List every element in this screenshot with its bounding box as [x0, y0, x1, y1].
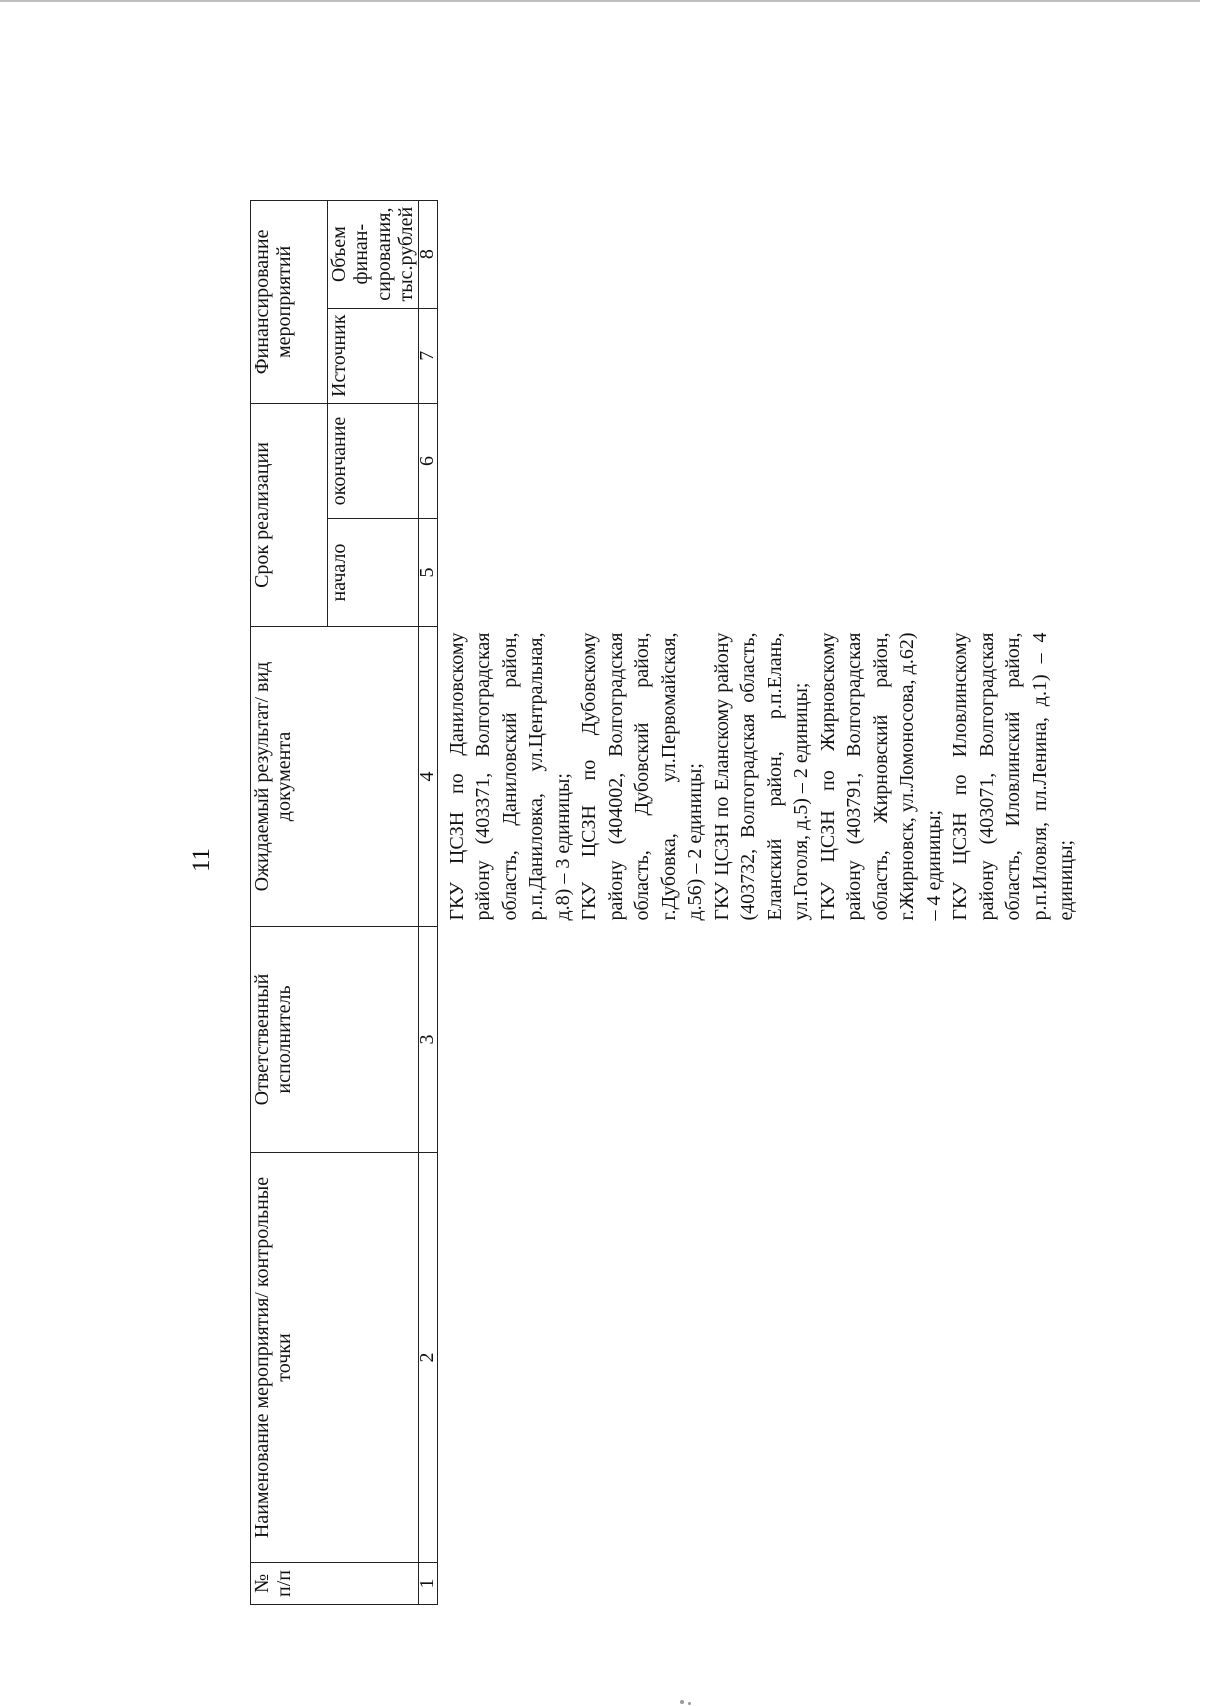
column-number: 6	[418, 404, 437, 519]
header-num: № п/п	[251, 1563, 419, 1605]
result-entry: ГКУ ЦСЗН по Еланскому району (403732, Волгоградская область, Еланский район, р.п.Елань, ул.Гоголя, д.5) – 2 единицы;	[710, 632, 813, 921]
rotated-page	[80, 85, 1220, 1685]
column-number: 7	[418, 308, 437, 403]
row-finance-source-cell	[437, 308, 1204, 403]
header-finance-source: Источник	[328, 308, 419, 403]
scan-edge-line	[0, 0, 1200, 2]
column-number: 8	[418, 200, 437, 308]
scan-artifact	[680, 1700, 684, 1704]
row-activity-cell	[437, 1153, 1204, 1563]
column-number: 5	[418, 519, 437, 627]
row-finance-volume-cell	[437, 200, 1204, 308]
header-term-start: начало	[328, 519, 419, 627]
result-entry: ГКУ ЦСЗН по Даниловскому району (403371, Волгоградская область, Даниловский район, р.п.Даниловка, ул.Центральная, д.8) – 3 единицы;	[445, 632, 574, 921]
header-finance-volume: Объем финан-сирования, тыс.рублей	[328, 200, 419, 308]
row-term-start-cell	[437, 519, 1204, 627]
scan-artifact	[688, 1702, 691, 1705]
page-number: 11	[188, 847, 215, 873]
header-executor: Ответственный исполнитель	[251, 927, 419, 1153]
header-term-end: окончание	[328, 404, 419, 519]
header-expected-result: Ожидаемый результат/ вид документа	[251, 627, 419, 927]
row-num-cell	[437, 1563, 1204, 1605]
header-term: Срок реализации	[251, 404, 328, 627]
column-number: 1	[418, 1563, 437, 1605]
result-entry: ГКУ ЦСЗН по Иловлинскому району (403071, Волгоградская область, Иловлинский район, р.п.Иловля, пл.Ленина, д.1) – 4 единицы;	[949, 632, 1078, 921]
plan-table	[250, 200, 1204, 1605]
column-number: 3	[418, 927, 437, 1153]
row-term-end-cell	[437, 404, 1204, 519]
row-executor-cell	[437, 927, 1204, 1153]
column-number: 2	[418, 1153, 437, 1563]
header-finance: Финансирование мероприятий	[251, 200, 328, 403]
row-expected-result-cell	[437, 627, 1204, 927]
column-number: 4	[418, 627, 437, 927]
result-entry: ГКУ ЦСЗН по Жирновскому району (403791, Волгоградская область, Жирновский район, г.Жирновск, ул.Ломоносова, д.62) – 4 единицы;	[816, 632, 945, 921]
header-activity: Наименование мероприятия/ контрольные точки	[251, 1153, 419, 1563]
result-entry: ГКУ ЦСЗН по Дубовскому району (404002, Волгоградская область, Дубовский район, г.Дубовка, ул.Первомайская, д.56) – 2 единицы;	[578, 632, 707, 921]
